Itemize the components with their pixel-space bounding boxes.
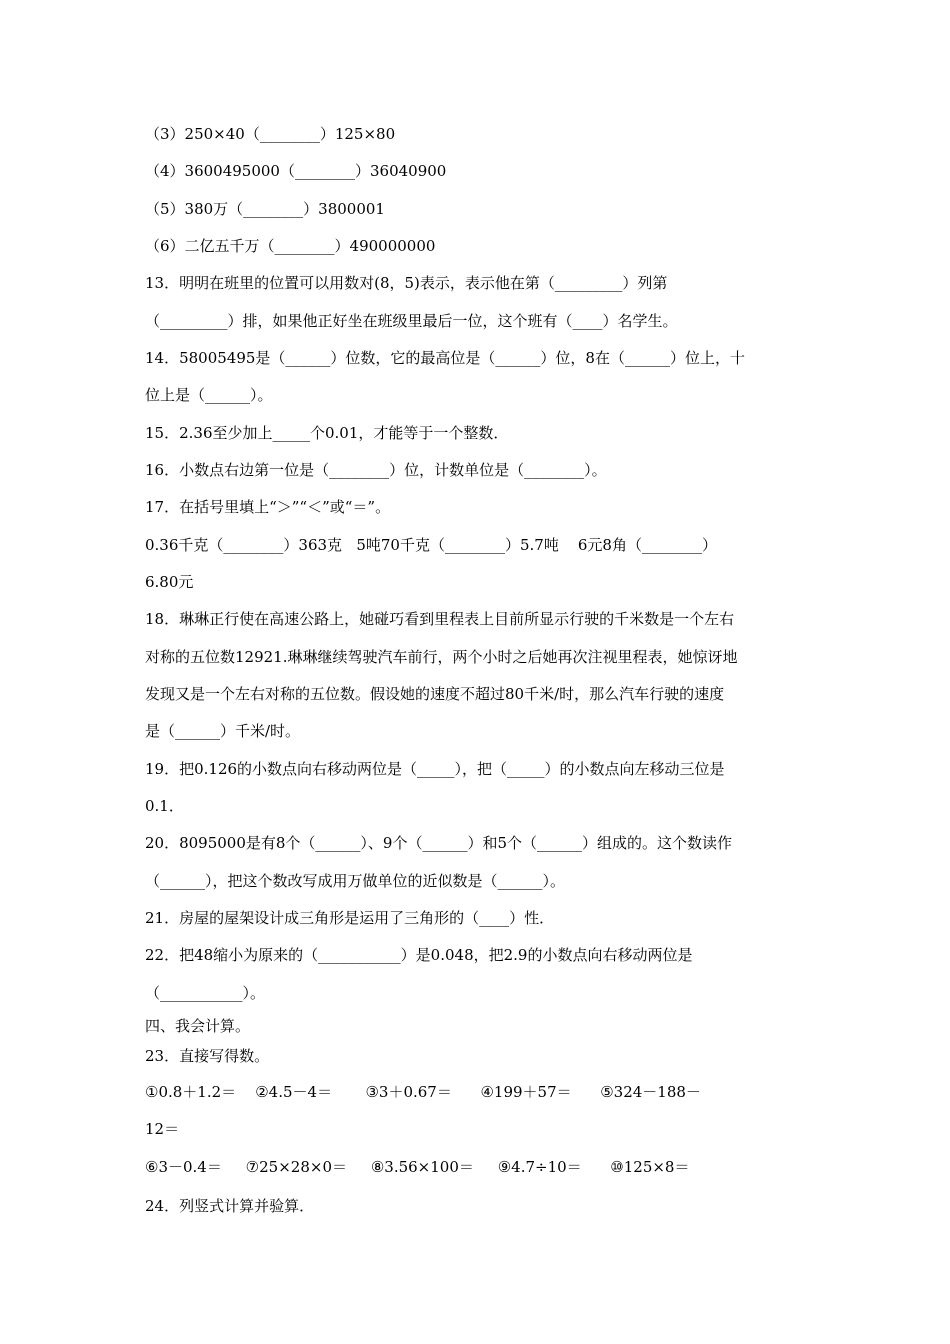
q15: 15．2.36至少加上_____个0.01，才能等于一个整数． bbox=[145, 424, 509, 442]
q12-item-4: （4）3600495000（________）36040900 bbox=[145, 162, 447, 180]
q24-title: 24．列竖式计算并验算． bbox=[145, 1197, 315, 1215]
q23-row-2: ⑥3－0.4＝ ⑦25×28×0＝ ⑧3.56×100＝ ⑨4.7÷10＝ ⑩125×8＝ bbox=[145, 1158, 690, 1176]
q17-line-2: 6.80元 bbox=[145, 573, 194, 591]
q19-line-2: 0.1． bbox=[145, 797, 184, 815]
q14-line-2: 位上是（______）。 bbox=[145, 386, 273, 404]
q20-line-1: 20．8095000是有8个（______）、9个（______）和5个（______）组成的。这个数读作 bbox=[145, 834, 733, 852]
q17-title: 17．在括号里填上“＞”“＜”或“＝”。 bbox=[145, 498, 391, 516]
q12-item-6: （6）二亿五千万（________）490000000 bbox=[145, 237, 436, 255]
q12-item-3: （3）250×40（________）125×80 bbox=[145, 125, 396, 143]
q20-line-2: （______），把这个数改写成用万做单位的近似数是（______）。 bbox=[145, 872, 566, 890]
q18-line-2: 对称的五位数12921.琳琳继续驾驶汽车前行，两个小时之后她再次注视里程表，她惊讶地 bbox=[145, 648, 738, 666]
q22-line-2: （___________）。 bbox=[145, 984, 266, 1002]
section-4-heading: 四、我会计算。 bbox=[145, 1017, 251, 1035]
q13-line-1: 13．明明在班里的位置可以用数对(8，5)表示，表示他在第（_________）列第 bbox=[145, 274, 668, 292]
q18-line-3: 发现又是一个左右对称的五位数。假设她的速度不超过80千米/时，那么汽车行驶的速度 bbox=[145, 685, 725, 703]
q23-title: 23．直接写得数。 bbox=[145, 1047, 270, 1065]
q17-line-1: 0.36千克（________）363克 5吨70千克（________）5.7吨 6元8角（________） bbox=[145, 536, 717, 554]
q18-line-1: 18．琳琳正行使在高速公路上，她碰巧看到里程表上目前所显示行驶的千米数是一个左右 bbox=[145, 610, 735, 628]
q23-row-1: ①0.8＋1.2＝ ②4.5－4＝ ③3＋0.67＝ ④199＋57＝ ⑤324－188－ bbox=[145, 1083, 701, 1101]
q22-line-1: 22．把48缩小为原来的（___________）是0.048，把2.9的小数点向右移动两位是 bbox=[145, 946, 693, 964]
q13-line-2: （_________）排，如果他正好坐在班级里最后一位，这个班有（____）名学生。 bbox=[145, 312, 678, 330]
q14-line-1: 14．58005495是（______）位数，它的最高位是（______）位，8在（______）位上，十 bbox=[145, 349, 745, 367]
q18-line-4: 是（______）千米/时。 bbox=[145, 722, 301, 740]
q12-item-5: （5）380万（________）3800001 bbox=[145, 200, 385, 218]
q19-line-1: 19．把0.126的小数点向右移动两位是（_____），把（_____）的小数点向左移动三位是 bbox=[145, 760, 725, 778]
q21: 21．房屋的屋架设计成三角形是运用了三角形的（____）性． bbox=[145, 909, 555, 927]
q16: 16．小数点右边第一位是（________）位，计数单位是（________）。 bbox=[145, 461, 607, 479]
q23-row-1-cont: 12＝ bbox=[145, 1120, 180, 1138]
